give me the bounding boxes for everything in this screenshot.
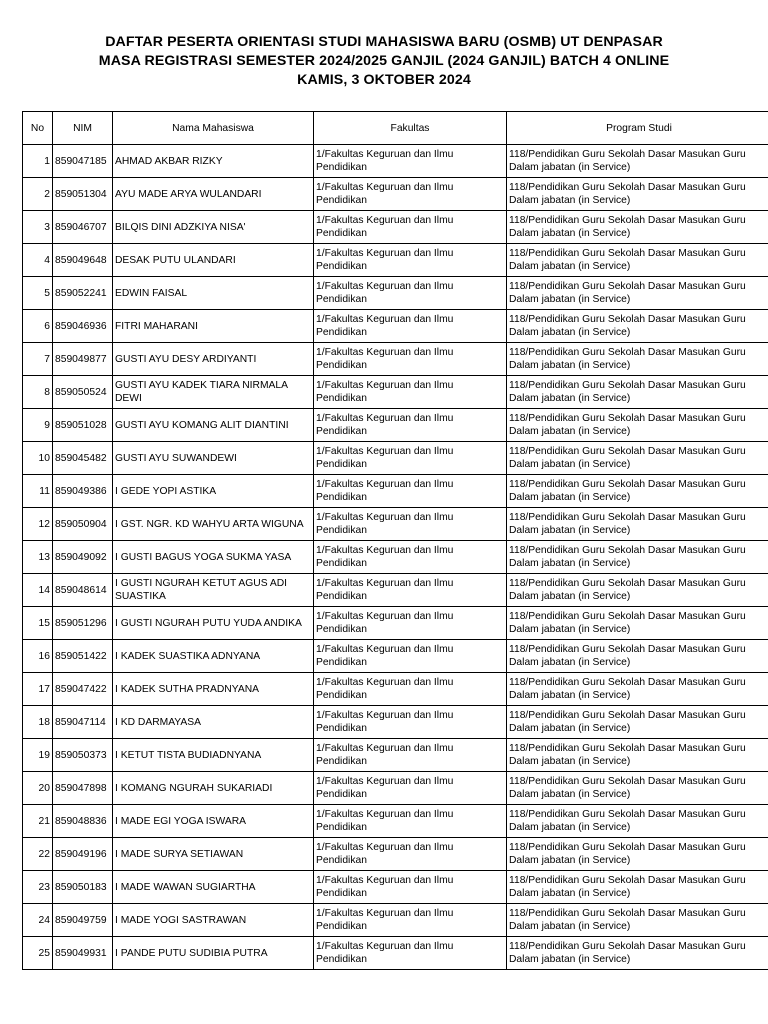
- cell-program-studi: 118/Pendidikan Guru Sekolah Dasar Masukan Guru Dalam jabatan (in Service): [507, 904, 768, 937]
- cell-program-studi: 118/Pendidikan Guru Sekolah Dasar Masukan Guru Dalam jabatan (in Service): [507, 871, 768, 904]
- header-nama: Nama Mahasiswa: [113, 112, 314, 145]
- cell-no: 23: [23, 871, 53, 904]
- table-row: [23, 574, 768, 607]
- cell-no: 13: [23, 541, 53, 574]
- table-row: [23, 640, 768, 673]
- table-row: [23, 805, 768, 838]
- cell-no: 19: [23, 739, 53, 772]
- cell-no: 9: [23, 409, 53, 442]
- table-row: [23, 277, 768, 310]
- table-row: [23, 376, 768, 409]
- table-row: [23, 706, 768, 739]
- cell-program-studi: 118/Pendidikan Guru Sekolah Dasar Masukan Guru Dalam jabatan (in Service): [507, 805, 768, 838]
- cell-program-studi: 118/Pendidikan Guru Sekolah Dasar Masukan Guru Dalam jabatan (in Service): [507, 673, 768, 706]
- table-row: [23, 244, 768, 277]
- cell-nim: 859047898: [53, 772, 113, 805]
- table-row: [23, 178, 768, 211]
- table-row: [23, 475, 768, 508]
- table-row: [23, 343, 768, 376]
- cell-no: 21: [23, 805, 53, 838]
- cell-nama: I KD DARMAYASA: [113, 706, 314, 739]
- cell-program-studi: 118/Pendidikan Guru Sekolah Dasar Masukan Guru Dalam jabatan (in Service): [507, 607, 768, 640]
- cell-no: 3: [23, 211, 53, 244]
- cell-fakultas: 1/Fakultas Keguruan dan Ilmu Pendidikan: [314, 376, 507, 409]
- header-fakultas: Fakultas: [314, 112, 507, 145]
- cell-nim: 859050373: [53, 739, 113, 772]
- cell-fakultas: 1/Fakultas Keguruan dan Ilmu Pendidikan: [314, 673, 507, 706]
- cell-program-studi: 118/Pendidikan Guru Sekolah Dasar Masukan Guru Dalam jabatan (in Service): [507, 244, 768, 277]
- cell-nim: 859048614: [53, 574, 113, 607]
- cell-program-studi: 118/Pendidikan Guru Sekolah Dasar Masukan Guru Dalam jabatan (in Service): [507, 706, 768, 739]
- cell-program-studi: 118/Pendidikan Guru Sekolah Dasar Masukan Guru Dalam jabatan (in Service): [507, 574, 768, 607]
- cell-program-studi: 118/Pendidikan Guru Sekolah Dasar Masukan Guru Dalam jabatan (in Service): [507, 343, 768, 376]
- cell-nim: 859049648: [53, 244, 113, 277]
- cell-nama: DESAK PUTU ULANDARI: [113, 244, 314, 277]
- table-row: [23, 838, 768, 871]
- cell-fakultas: 1/Fakultas Keguruan dan Ilmu Pendidikan: [314, 211, 507, 244]
- cell-program-studi: 118/Pendidikan Guru Sekolah Dasar Masukan Guru Dalam jabatan (in Service): [507, 178, 768, 211]
- cell-program-studi: 118/Pendidikan Guru Sekolah Dasar Masukan Guru Dalam jabatan (in Service): [507, 838, 768, 871]
- cell-nama: I KADEK SUASTIKA ADNYANA: [113, 640, 314, 673]
- cell-fakultas: 1/Fakultas Keguruan dan Ilmu Pendidikan: [314, 277, 507, 310]
- cell-program-studi: 118/Pendidikan Guru Sekolah Dasar Masukan Guru Dalam jabatan (in Service): [507, 772, 768, 805]
- cell-nama: I GUSTI NGURAH PUTU YUDA ANDIKA: [113, 607, 314, 640]
- cell-fakultas: 1/Fakultas Keguruan dan Ilmu Pendidikan: [314, 838, 507, 871]
- cell-nama: FITRI MAHARANI: [113, 310, 314, 343]
- cell-program-studi: 118/Pendidikan Guru Sekolah Dasar Masukan Guru Dalam jabatan (in Service): [507, 475, 768, 508]
- cell-nim: 859048836: [53, 805, 113, 838]
- cell-nim: 859050183: [53, 871, 113, 904]
- cell-no: 18: [23, 706, 53, 739]
- table-row: [23, 772, 768, 805]
- cell-nama: I KADEK SUTHA PRADNYANA: [113, 673, 314, 706]
- cell-nama: I MADE WAWAN SUGIARTHA: [113, 871, 314, 904]
- cell-no: 17: [23, 673, 53, 706]
- cell-fakultas: 1/Fakultas Keguruan dan Ilmu Pendidikan: [314, 343, 507, 376]
- cell-no: 22: [23, 838, 53, 871]
- cell-nim: 859051296: [53, 607, 113, 640]
- cell-nim: 859049196: [53, 838, 113, 871]
- cell-nama: AHMAD AKBAR RIZKY: [113, 145, 314, 178]
- table-row: [23, 607, 768, 640]
- cell-fakultas: 1/Fakultas Keguruan dan Ilmu Pendidikan: [314, 178, 507, 211]
- cell-fakultas: 1/Fakultas Keguruan dan Ilmu Pendidikan: [314, 310, 507, 343]
- cell-fakultas: 1/Fakultas Keguruan dan Ilmu Pendidikan: [314, 607, 507, 640]
- cell-nama: AYU MADE ARYA WULANDARI: [113, 178, 314, 211]
- table-row: [23, 871, 768, 904]
- cell-program-studi: 118/Pendidikan Guru Sekolah Dasar Masukan Guru Dalam jabatan (in Service): [507, 541, 768, 574]
- cell-nama: I PANDE PUTU SUDIBIA PUTRA: [113, 937, 314, 970]
- cell-nama: GUSTI AYU SUWANDEWI: [113, 442, 314, 475]
- cell-nama: GUSTI AYU DESY ARDIYANTI: [113, 343, 314, 376]
- cell-nim: 859049386: [53, 475, 113, 508]
- cell-nama: I MADE SURYA SETIAWAN: [113, 838, 314, 871]
- table-row: [23, 310, 768, 343]
- cell-nama: BILQIS DINI ADZKIYA NISA': [113, 211, 314, 244]
- cell-nim: 859052241: [53, 277, 113, 310]
- cell-fakultas: 1/Fakultas Keguruan dan Ilmu Pendidikan: [314, 706, 507, 739]
- cell-no: 15: [23, 607, 53, 640]
- cell-program-studi: 118/Pendidikan Guru Sekolah Dasar Masukan Guru Dalam jabatan (in Service): [507, 211, 768, 244]
- table-row: [23, 904, 768, 937]
- cell-nama: I GUSTI BAGUS YOGA SUKMA YASA: [113, 541, 314, 574]
- cell-fakultas: 1/Fakultas Keguruan dan Ilmu Pendidikan: [314, 508, 507, 541]
- cell-fakultas: 1/Fakultas Keguruan dan Ilmu Pendidikan: [314, 475, 507, 508]
- cell-fakultas: 1/Fakultas Keguruan dan Ilmu Pendidikan: [314, 937, 507, 970]
- cell-program-studi: 118/Pendidikan Guru Sekolah Dasar Masukan Guru Dalam jabatan (in Service): [507, 145, 768, 178]
- cell-no: 5: [23, 277, 53, 310]
- cell-nim: 859049759: [53, 904, 113, 937]
- cell-fakultas: 1/Fakultas Keguruan dan Ilmu Pendidikan: [314, 409, 507, 442]
- table-row: [23, 508, 768, 541]
- cell-nama: I MADE EGI YOGA ISWARA: [113, 805, 314, 838]
- title-line-2: MASA REGISTRASI SEMESTER 2024/2025 GANJIL (2024 GANJIL) BATCH 4 ONLINE: [98, 53, 670, 69]
- cell-nim: 859045482: [53, 442, 113, 475]
- cell-no: 16: [23, 640, 53, 673]
- cell-program-studi: 118/Pendidikan Guru Sekolah Dasar Masukan Guru Dalam jabatan (in Service): [507, 640, 768, 673]
- cell-nim: 859046707: [53, 211, 113, 244]
- cell-no: 12: [23, 508, 53, 541]
- cell-fakultas: 1/Fakultas Keguruan dan Ilmu Pendidikan: [314, 145, 507, 178]
- cell-no: 25: [23, 937, 53, 970]
- cell-fakultas: 1/Fakultas Keguruan dan Ilmu Pendidikan: [314, 772, 507, 805]
- table-row: [23, 145, 768, 178]
- cell-program-studi: 118/Pendidikan Guru Sekolah Dasar Masukan Guru Dalam jabatan (in Service): [507, 310, 768, 343]
- cell-fakultas: 1/Fakultas Keguruan dan Ilmu Pendidikan: [314, 574, 507, 607]
- cell-no: 6: [23, 310, 53, 343]
- participant-table: [22, 111, 768, 970]
- cell-fakultas: 1/Fakultas Keguruan dan Ilmu Pendidikan: [314, 640, 507, 673]
- cell-no: 20: [23, 772, 53, 805]
- cell-fakultas: 1/Fakultas Keguruan dan Ilmu Pendidikan: [314, 904, 507, 937]
- header-program-studi: Program Studi: [507, 112, 768, 145]
- cell-nim: 859047422: [53, 673, 113, 706]
- cell-no: 7: [23, 343, 53, 376]
- cell-program-studi: 118/Pendidikan Guru Sekolah Dasar Masukan Guru Dalam jabatan (in Service): [507, 409, 768, 442]
- table-row: [23, 442, 768, 475]
- cell-no: 4: [23, 244, 53, 277]
- table-row: [23, 937, 768, 970]
- cell-nama: I KOMANG NGURAH SUKARIADI: [113, 772, 314, 805]
- cell-fakultas: 1/Fakultas Keguruan dan Ilmu Pendidikan: [314, 739, 507, 772]
- table-row: [23, 409, 768, 442]
- cell-nim: 859051028: [53, 409, 113, 442]
- cell-fakultas: 1/Fakultas Keguruan dan Ilmu Pendidikan: [314, 871, 507, 904]
- cell-program-studi: 118/Pendidikan Guru Sekolah Dasar Masukan Guru Dalam jabatan (in Service): [507, 277, 768, 310]
- table-row: [23, 673, 768, 706]
- cell-nama: EDWIN FAISAL: [113, 277, 314, 310]
- cell-nim: 859049931: [53, 937, 113, 970]
- cell-program-studi: 118/Pendidikan Guru Sekolah Dasar Masukan Guru Dalam jabatan (in Service): [507, 508, 768, 541]
- header-nim: NIM: [53, 112, 113, 145]
- cell-nama: I MADE YOGI SASTRAWAN: [113, 904, 314, 937]
- cell-nama: I GST. NGR. KD WAHYU ARTA WIGUNA: [113, 508, 314, 541]
- cell-nama: GUSTI AYU KOMANG ALIT DIANTINI: [113, 409, 314, 442]
- cell-program-studi: 118/Pendidikan Guru Sekolah Dasar Masukan Guru Dalam jabatan (in Service): [507, 937, 768, 970]
- cell-no: 11: [23, 475, 53, 508]
- cell-nim: 859049877: [53, 343, 113, 376]
- table-row: [23, 739, 768, 772]
- cell-nim: 859051422: [53, 640, 113, 673]
- header-no: No: [23, 112, 53, 145]
- title-line-1: DAFTAR PESERTA ORIENTASI STUDI MAHASISWA BARU (OSMB) UT DENPASAR: [105, 34, 663, 50]
- cell-nama: I GEDE YOPI ASTIKA: [113, 475, 314, 508]
- cell-nim: 859047114: [53, 706, 113, 739]
- table-header-row: [23, 112, 768, 145]
- cell-nim: 859046936: [53, 310, 113, 343]
- cell-fakultas: 1/Fakultas Keguruan dan Ilmu Pendidikan: [314, 244, 507, 277]
- cell-program-studi: 118/Pendidikan Guru Sekolah Dasar Masukan Guru Dalam jabatan (in Service): [507, 376, 768, 409]
- cell-nim: 859047185: [53, 145, 113, 178]
- cell-no: 2: [23, 178, 53, 211]
- cell-no: 8: [23, 376, 53, 409]
- cell-nim: 859049092: [53, 541, 113, 574]
- title-line-3: KAMIS, 3 OKTOBER 2024: [297, 72, 471, 88]
- cell-fakultas: 1/Fakultas Keguruan dan Ilmu Pendidikan: [314, 805, 507, 838]
- cell-nim: 859050904: [53, 508, 113, 541]
- cell-program-studi: 118/Pendidikan Guru Sekolah Dasar Masukan Guru Dalam jabatan (in Service): [507, 442, 768, 475]
- cell-nama: I GUSTI NGURAH KETUT AGUS ADI SUASTIKA: [113, 574, 314, 607]
- cell-fakultas: 1/Fakultas Keguruan dan Ilmu Pendidikan: [314, 541, 507, 574]
- cell-nim: 859050524: [53, 376, 113, 409]
- table-row: [23, 211, 768, 244]
- cell-no: 24: [23, 904, 53, 937]
- cell-no: 14: [23, 574, 53, 607]
- table-body: [23, 145, 768, 970]
- document-title: [0, 33, 768, 90]
- cell-nama: I KETUT TISTA BUDIADNYANA: [113, 739, 314, 772]
- table-row: [23, 541, 768, 574]
- cell-program-studi: 118/Pendidikan Guru Sekolah Dasar Masukan Guru Dalam jabatan (in Service): [507, 739, 768, 772]
- cell-no: 1: [23, 145, 53, 178]
- cell-nim: 859051304: [53, 178, 113, 211]
- cell-fakultas: 1/Fakultas Keguruan dan Ilmu Pendidikan: [314, 442, 507, 475]
- cell-no: 10: [23, 442, 53, 475]
- cell-nama: GUSTI AYU KADEK TIARA NIRMALA DEWI: [113, 376, 314, 409]
